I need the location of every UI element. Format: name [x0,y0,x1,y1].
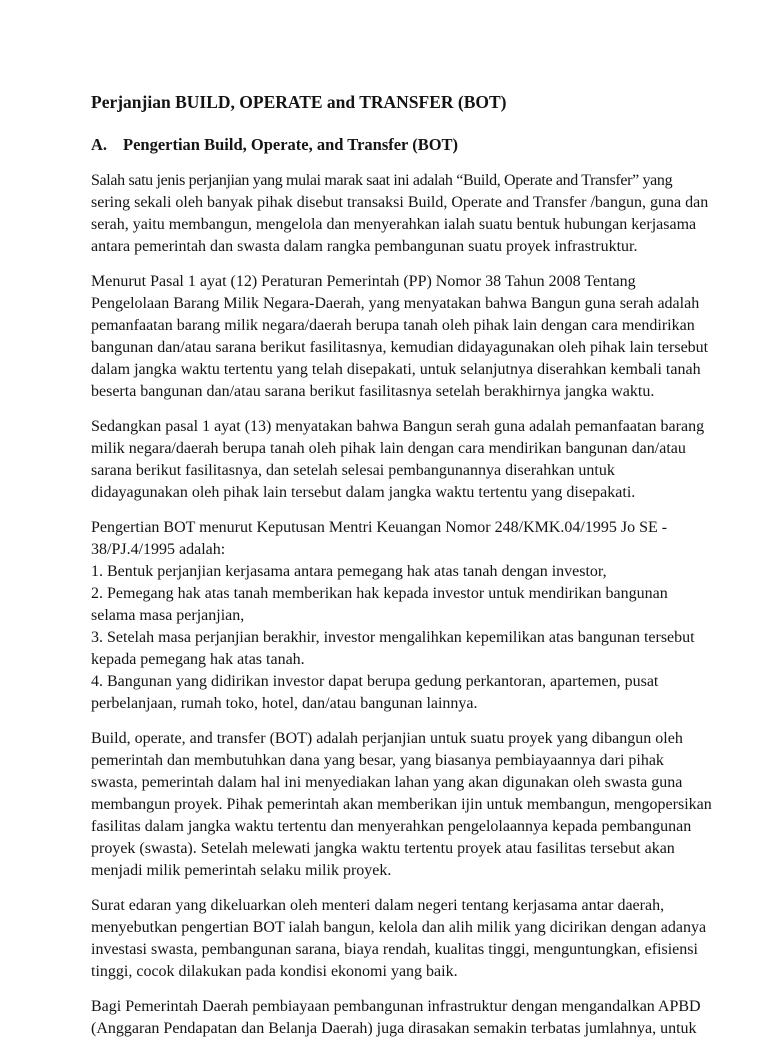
text-line: serah, yaitu membangun, mengelola dan menyerahkan ialah suatu bentuk hubungan kerjasama [91,216,697,233]
text-line: Menurut Pasal 1 ayat (12) Peraturan Pemerintah (PP) Nomor 38 Tahun 2008 Tentang [91,273,636,290]
section-heading [91,134,711,156]
text-line: tinggi, cocok dilakukan pada kondisi ekonomi yang baik. [91,963,458,980]
text-line: sering sekali oleh banyak pihak disebut transaksi Build, Operate and Transfer /bangun, guna dan [91,194,709,211]
text-line: didayagunakan oleh pihak lain tersebut dalam jangka waktu tertentu yang disepakati. [91,484,636,501]
paragraph [91,517,711,715]
paragraph [91,996,711,1040]
text-line: investasi swasta, pembangunan sarana, biaya rendah, kualitas tinggi, menguntungkan, efisiensi [91,941,698,958]
text-line: 1. Bentuk perjanjian kerjasama antara pemegang hak atas tanah dengan investor, [91,563,607,580]
text-line: (Anggaran Pendapatan dan Belanja Daerah) juga dirasakan semakin terbatas jumlahnya, untuk [91,1020,697,1037]
text-line: menyebutkan pengertian BOT ialah bangun, kelola dan alih milik yang dicirikan dengan adanya [91,919,707,936]
section-label: Pengertian Build, Operate, and Transfer (BOT) [123,135,459,154]
paragraph [91,170,711,258]
text-line: sarana berikut fasilitasnya, dan setelah selesai pembangunannya diserahkan untuk [91,462,615,479]
text-line: pemerintah dan membutuhkan dana yang besar, yang biasanya pembiayaannya dari pihak [91,752,664,769]
text-line: Build, operate, and transfer (BOT) adalah perjanjian untuk suatu proyek yang dibangun oleh [91,730,683,747]
text-line: menjadi milik pemerintah selaku milik proyek. [91,862,392,879]
document-page [91,90,711,1053]
text-line: perbelanjaan, rumah toko, hotel, dan/atau bangunan lainnya. [91,695,478,712]
text-line: proyek (swasta). Setelah melewati jangka waktu tertentu proyek atau fasilitas tersebut akan [91,840,675,857]
paragraph [91,271,711,403]
text-line: Pengelolaan Barang Milik Negara-Daerah, yang menyatakan bahwa Bangun guna serah adalah [91,295,700,312]
text-line: milik negara/daerah berupa tanah oleh pihak lain dengan cara mendirikan bangunan dan/atau [91,440,686,457]
paragraph [91,416,711,504]
text-line: kepada pemegang hak atas tanah. [91,651,305,668]
document-title: Perjanjian BUILD, OPERATE and TRANSFER (BOT) [91,92,507,112]
text-line: fasilitas dalam jangka waktu tertentu dan menyerahkan pengelolaannya kepada pembangunan [91,818,692,835]
text-line: Bagi Pemerintah Daerah pembiayaan pembangunan infrastruktur dengan mengandalkan APBD [91,998,701,1015]
text-line: antara pemerintah dan swasta dalam rangka pembangunan suatu proyek infrastruktur. [91,238,638,255]
text-line: pemanfaatan barang milik negara/daerah berupa tanah oleh pihak lain dengan cara mendirikan [91,317,695,334]
paragraph [91,895,711,983]
text-line: Salah satu jenis perjanjian yang mulai marak saat ini adalah “Build, Operate and Transfer” yang [91,172,673,189]
text-line: Surat edaran yang dikeluarkan oleh menteri dalam negeri tentang kerjasama antar daerah, [91,897,665,914]
text-line: dalam jangka waktu tertentu yang telah disepakati, untuk selanjutnya diserahkan kembali tanah [91,361,701,378]
text-line: 4. Bangunan yang didirikan investor dapat berupa gedung perkantoran, apartemen, pusat [91,673,659,690]
document-body [91,170,711,1040]
text-line: 3. Setelah masa perjanjian berakhir, investor mengalihkan kepemilikan atas bangunan tersebut [91,629,695,646]
text-line: Sedangkan pasal 1 ayat (13) menyatakan bahwa Bangun serah guna adalah pemanfaatan barang [91,418,705,435]
section-number: A. [91,135,108,154]
paragraph [91,728,711,882]
text-line: membangun proyek. Pihak pemerintah akan memberikan ijin untuk membangun, mengopersikan [91,796,712,813]
text-line: swasta, pemerintah dalam hal ini menyediakan lahan yang akan digunakan oleh swasta guna [91,774,683,791]
text-line: bangunan dan/atau sarana berikut fasilitasnya, kemudian didayagunakan oleh pihak lain tersebut [91,339,709,356]
text-line: 2. Pemegang hak atas tanah memberikan hak kepada investor untuk mendirikan bangunan [91,585,668,602]
text-line: Pengertian BOT menurut Keputusan Mentri Keuangan Nomor 248/KMK.04/1995 Jo SE - [91,519,668,536]
text-line: 38/PJ.4/1995 adalah: [91,541,226,558]
text-line: selama masa perjanjian, [91,607,245,624]
text-line: beserta bangunan dan/atau sarana berikut fasilitasnya setelah berakhirnya jangka waktu. [91,383,655,400]
